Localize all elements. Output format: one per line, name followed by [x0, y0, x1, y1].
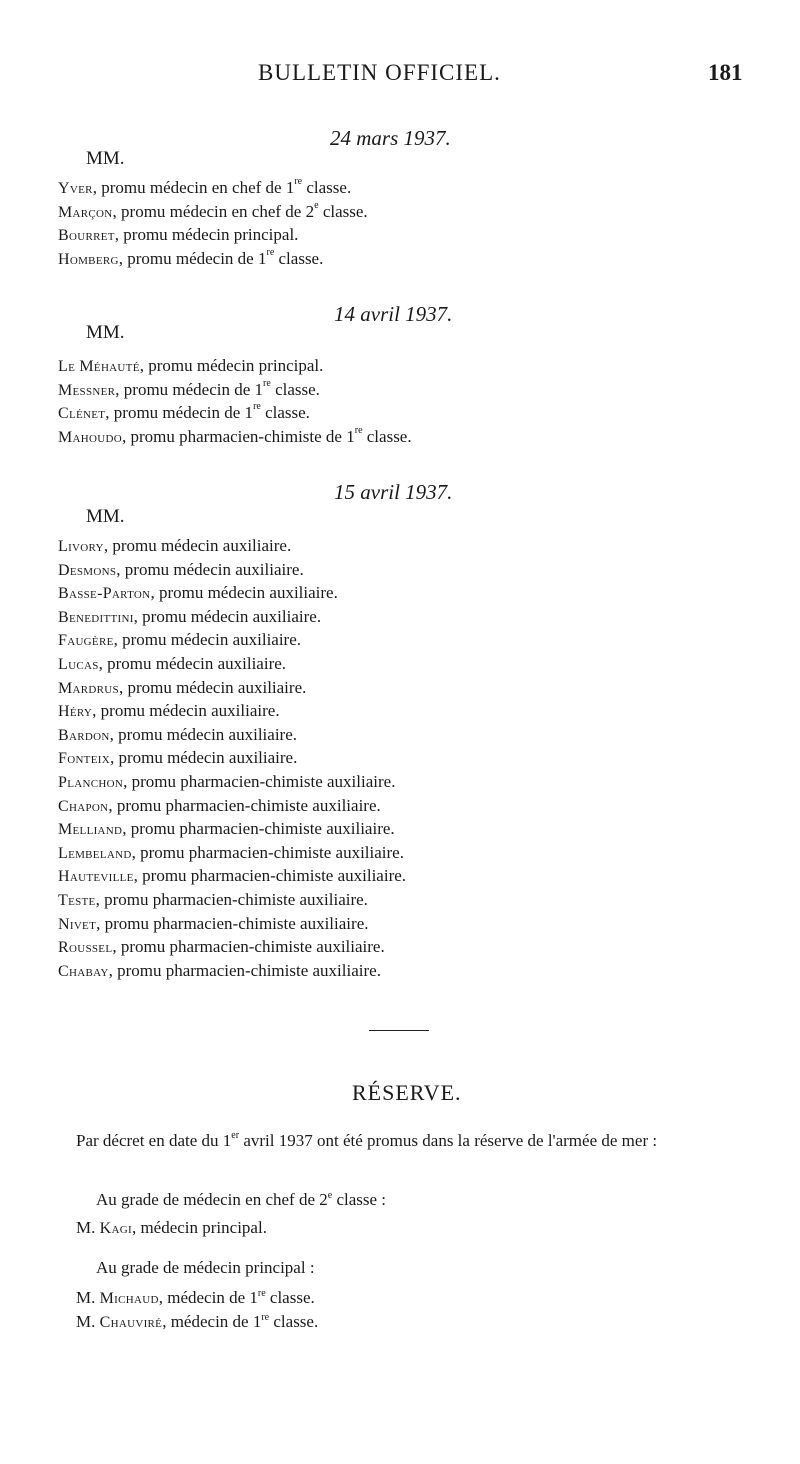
list-item: Mardrus, promu médecin auxiliaire. — [58, 677, 307, 697]
reserve-heading: RÉSERVE. — [352, 1080, 462, 1105]
person-name: Lucas — [58, 655, 99, 673]
section-divider — [369, 1030, 429, 1031]
person-name: Fonteix — [58, 750, 110, 768]
person-name: Clénet — [58, 405, 106, 423]
grade-heading-1: Au grade de médecin en chef de 2e classe : — [96, 1190, 387, 1209]
section-date-3: 15 avril 1937. — [334, 480, 453, 504]
person-name: Yver — [58, 180, 93, 197]
person-name: Bardon — [58, 726, 110, 744]
person-name: Lembeland — [58, 844, 132, 862]
person-name: Livory — [58, 538, 104, 555]
reserve-person-2: M. Michaud, médecin de 1re classe. — [76, 1288, 315, 1307]
salutation-1: MM. — [86, 148, 125, 169]
list-item: Messner, promu médecin de 1re classe. — [58, 377, 320, 399]
list-item: Bourret, promu médecin principal. — [58, 225, 299, 245]
section-date-2: 14 avril 1937. — [334, 302, 453, 326]
reserve-person-1: M. Kagi, médecin principal. — [76, 1218, 267, 1237]
person-name: Benedittini — [58, 608, 134, 626]
person-name: Teste — [58, 891, 96, 909]
list-item: Homberg, promu médecin de 1re classe. — [58, 246, 324, 268]
list-item: Faugère, promu médecin auxiliaire. — [58, 630, 302, 650]
list-item: Nivet, promu pharmacien-chimiste auxiliaire. — [58, 913, 369, 933]
grade-heading-2: Au grade de médecin principal : — [96, 1258, 315, 1277]
list-item: Lucas, promu médecin auxiliaire. — [58, 653, 287, 673]
list-item: Marçon, promu médecin en chef de 2e classe. — [58, 199, 368, 221]
list-item: Benedittini, promu médecin auxiliaire. — [58, 606, 322, 626]
person-name: Basse-Parton — [58, 585, 151, 603]
person-name: Homberg — [58, 250, 119, 268]
list-item: Clénet, promu médecin de 1re classe. — [58, 401, 310, 423]
person-name: Faugère — [58, 632, 114, 650]
list-item: Yver, promu médecin en chef de 1re classe. — [58, 176, 352, 197]
person-name: Mahoudo — [58, 428, 122, 446]
person-name: Chauviré — [99, 1314, 163, 1331]
list-item: Basse-Parton, promu médecin auxiliaire. — [58, 583, 338, 603]
person-name: Marçon — [58, 203, 113, 221]
salutation-2: MM. — [86, 322, 125, 343]
list-item: Livory, promu médecin auxiliaire. — [58, 536, 292, 555]
list-item: Teste, promu pharmacien-chimiste auxiliaire. — [58, 889, 368, 909]
person-name: Michaud — [99, 1290, 159, 1307]
list-item: Roussel, promu pharmacien-chimiste auxiliaire. — [58, 937, 385, 957]
promotion-list-3 — [58, 534, 406, 982]
person-name: Melliand — [58, 821, 123, 839]
reserve-person-3: M. Chauviré, médecin de 1re classe. — [76, 1312, 319, 1331]
list-item: Desmons, promu médecin auxiliaire. — [58, 559, 304, 579]
salutation-3: MM. — [86, 506, 125, 527]
person-name: Kagi — [99, 1220, 132, 1237]
person-name: Nivet — [58, 915, 97, 933]
list-item: Bardon, promu médecin auxiliaire. — [58, 724, 298, 744]
person-name: Messner — [58, 381, 116, 399]
list-item: Lembeland, promu pharmacien-chimiste auxiliaire. — [58, 842, 404, 862]
person-name: Mardrus — [58, 679, 119, 697]
person-name: Chapon — [58, 797, 109, 815]
person-name: Desmons — [58, 561, 117, 579]
promotion-list-2 — [58, 354, 412, 448]
person-name: Roussel — [58, 939, 113, 957]
list-item: Melliand, promu pharmacien-chimiste auxiliaire. — [58, 819, 395, 839]
list-item: Planchon, promu pharmacien-chimiste auxiliaire. — [58, 771, 396, 791]
person-name: Planchon — [58, 773, 124, 791]
list-item: Fonteix, promu médecin auxiliaire. — [58, 748, 298, 768]
list-item: Héry, promu médecin auxiliaire. — [58, 701, 280, 721]
list-item: Mahoudo, promu pharmacien-chimiste de 1re classe. — [58, 424, 412, 446]
person-name: Héry — [58, 703, 93, 721]
person-name: Hauteville — [58, 868, 134, 886]
page-number: 181 — [708, 60, 743, 85]
decree-paragraph: Par décret en date du 1er avril 1937 ont été promus dans la réserve de l'armée de mer : — [76, 1130, 658, 1150]
person-name: Chabay — [58, 962, 109, 980]
list-item: Chabay, promu pharmacien-chimiste auxiliaire. — [58, 960, 381, 980]
list-item: Hauteville, promu pharmacien-chimiste auxiliaire. — [58, 866, 407, 886]
list-item: Le Méhauté, promu médecin principal. — [58, 356, 324, 375]
person-name: Le Méhauté — [58, 358, 140, 375]
running-header-title: BULLETIN OFFICIEL. — [258, 60, 501, 85]
section-date-1: 24 mars 1937. — [330, 126, 451, 150]
person-name: Bourret — [58, 227, 115, 245]
list-item: Chapon, promu pharmacien-chimiste auxiliaire. — [58, 795, 381, 815]
promotion-list-1 — [58, 176, 368, 270]
